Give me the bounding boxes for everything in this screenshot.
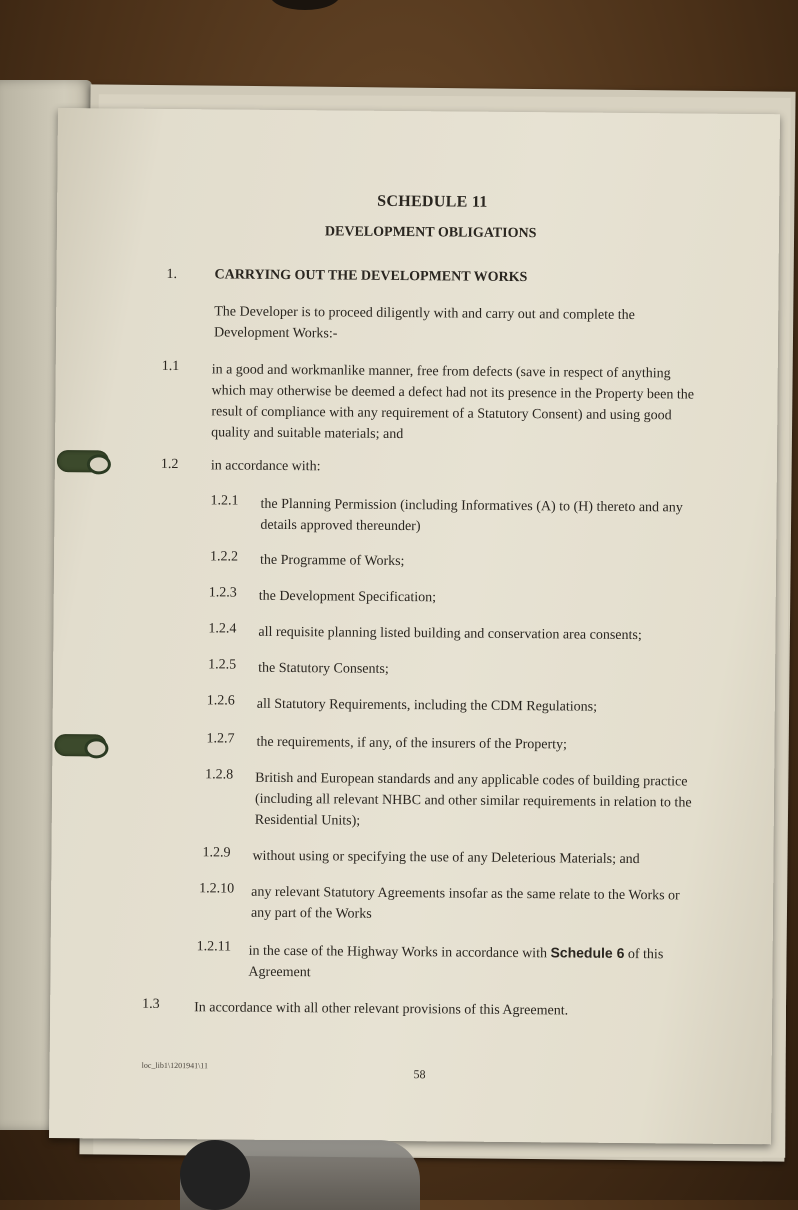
schedule-reference: Schedule 6 <box>550 944 625 961</box>
section-heading: CARRYING OUT THE DEVELOPMENT WORKS <box>214 267 528 286</box>
subclause-text: the Development Specification; <box>258 588 437 606</box>
page-number: 58 <box>413 1067 426 1082</box>
binder-ring-bottom <box>54 734 106 756</box>
schedule-subtitle: DEVELOPMENT OBLIGATIONS <box>324 224 537 242</box>
subclause-number: 1.2.4 <box>208 621 237 637</box>
footer-document-reference: loc_lib1\1201941\11 <box>141 1060 209 1071</box>
subclause-text: British and European standards and any applicable codes of building practice (including all relevant NHBC and other similar requirements in relation to the Residential Units); <box>254 770 692 829</box>
subclause-text: any relevant Statutory Agreements insofar as the same relate to the Works or any part of the Works <box>250 884 680 922</box>
subclause-text: the Programme of Works; <box>259 552 405 570</box>
subclause-number: 1.2.3 <box>208 585 237 601</box>
subclause-number: 1.2.11 <box>196 939 232 955</box>
subclause-number: 1.2.6 <box>206 693 235 709</box>
clause-text-1-3: In accordance with all other relevant provisions of this Agreement. <box>194 1000 569 1019</box>
document-page <box>49 108 780 1144</box>
clause-number-1-3: 1.3 <box>142 996 160 1012</box>
subclause-text: the Statutory Consents; <box>258 660 389 677</box>
section-number: 1. <box>166 266 178 283</box>
subclause-number: 1.2.1 <box>210 493 239 509</box>
subclause-number: 1.2.7 <box>206 731 235 747</box>
subclause-text: the Planning Permission (including Informatives (A) to (H) thereto and any details approved thereunder) <box>260 496 683 535</box>
clause-number-1-2: 1.2 <box>160 456 179 473</box>
subclause-number: 1.2.10 <box>199 881 235 897</box>
schedule-title: SCHEDULE 11 <box>377 192 488 211</box>
subclause-number: 1.2.9 <box>202 845 231 861</box>
clause-number-1-1: 1.1 <box>161 358 180 375</box>
subclause-text: all Statutory Requirements, including the CDM Regulations; <box>256 696 598 715</box>
subclause-number: 1.2.5 <box>208 657 237 673</box>
subclause-text: in the case of the Highway Works in accordance with Schedule 6 of this Agreement <box>248 943 664 981</box>
binder-ring-top <box>57 450 109 472</box>
desk-object-top <box>270 0 340 10</box>
subclause-number: 1.2.8 <box>205 767 234 783</box>
clause-text-1-1: in a good and workmanlike manner, free from defects (save in respect of anything which may otherwise be deemed a defect had not its presence in the Property been the result of compliance with any requirement of a Statutory Consent) and using good quality and suitable materials; and <box>211 362 695 443</box>
subclause-text: all requisite planning listed building and conservation area consents; <box>258 624 642 644</box>
subclause-text: the requirements, if any, of the insurers of the Property; <box>256 734 568 753</box>
subclause-number: 1.2.2 <box>210 549 239 565</box>
subclause-text: without using or specifying the use of any Deleterious Materials; and <box>252 848 640 868</box>
clause-text-1-2: in accordance with: <box>210 458 321 475</box>
intro-paragraph: The Developer is to proceed diligently with and carry out and complete the Development Works:- <box>213 304 635 342</box>
